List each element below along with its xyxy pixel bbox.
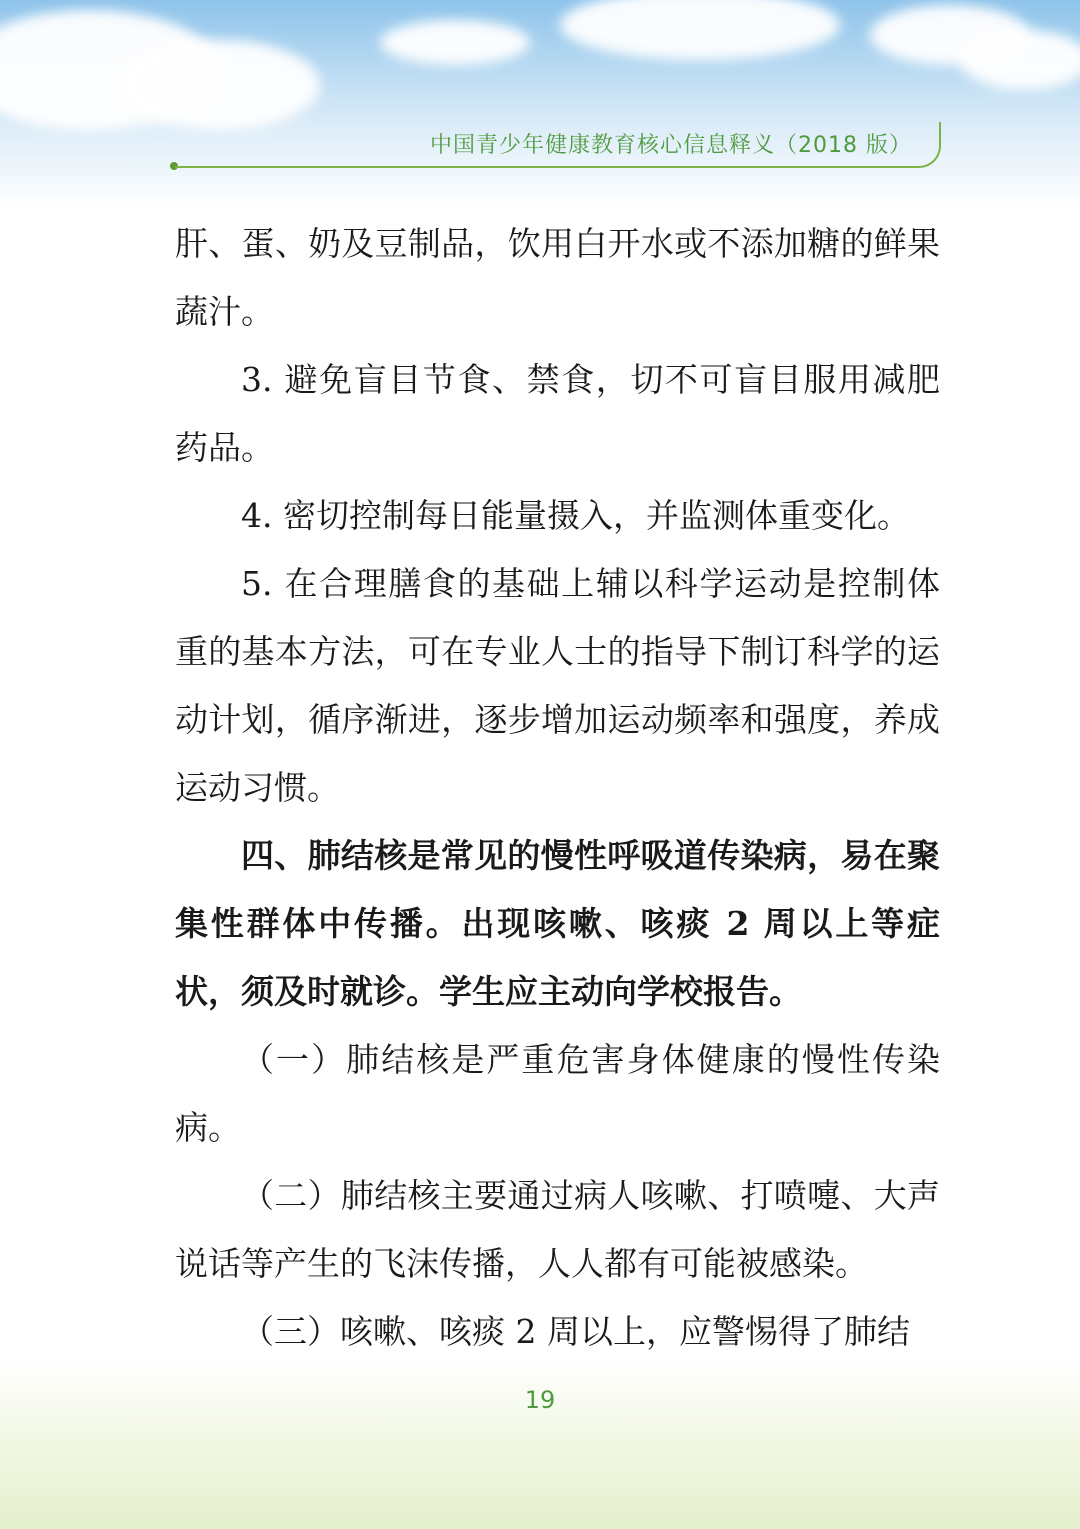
cloud-decoration	[120, 40, 320, 130]
paragraph: 5. 在合理膳食的基础上辅以科学运动是控制体重的基本方法，可在专业人士的指导下制订科学的运动计划，循序渐进，逐步增加运动频率和强度，养成运动习惯。	[175, 564, 940, 807]
sky-background	[0, 0, 1080, 210]
running-header-title: 中国青少年健康教育核心信息释义（2018 版）	[430, 133, 912, 158]
section-heading: 四、肺结核是常见的慢性呼吸道传染病，易在聚集性群体中传播。出现咳嗽、咳痰 2 周以上等症状，须及时就诊。学生应主动向学校报告。	[175, 836, 940, 1011]
paragraph: 4. 密切控制每日能量摄入，并监测体重变化。	[241, 496, 910, 535]
page-number: 19	[524, 1386, 556, 1414]
cloud-decoration	[560, 0, 840, 60]
paragraph: （三）咳嗽、咳痰 2 周以上，应警惕得了肺结	[241, 1312, 910, 1351]
ground-background	[0, 1359, 1080, 1529]
paragraph: 3. 避免盲目节食、禁食，切不可盲目服用减肥药品。	[175, 360, 940, 467]
body-text	[175, 210, 940, 1366]
header-rule	[175, 166, 915, 168]
paragraph: （二）肺结核主要通过病人咳嗽、打喷嚏、大声说话等产生的飞沫传播，人人都有可能被感染。	[175, 1176, 940, 1283]
cloud-decoration	[380, 20, 530, 65]
cloud-decoration	[960, 30, 1080, 90]
paragraph: 肝、蛋、奶及豆制品，饮用白开水或不添加糖的鲜果蔬汁。	[175, 224, 940, 331]
paragraph: （一）肺结核是严重危害身体健康的慢性传染病。	[175, 1040, 940, 1147]
header-bracket	[895, 122, 941, 168]
